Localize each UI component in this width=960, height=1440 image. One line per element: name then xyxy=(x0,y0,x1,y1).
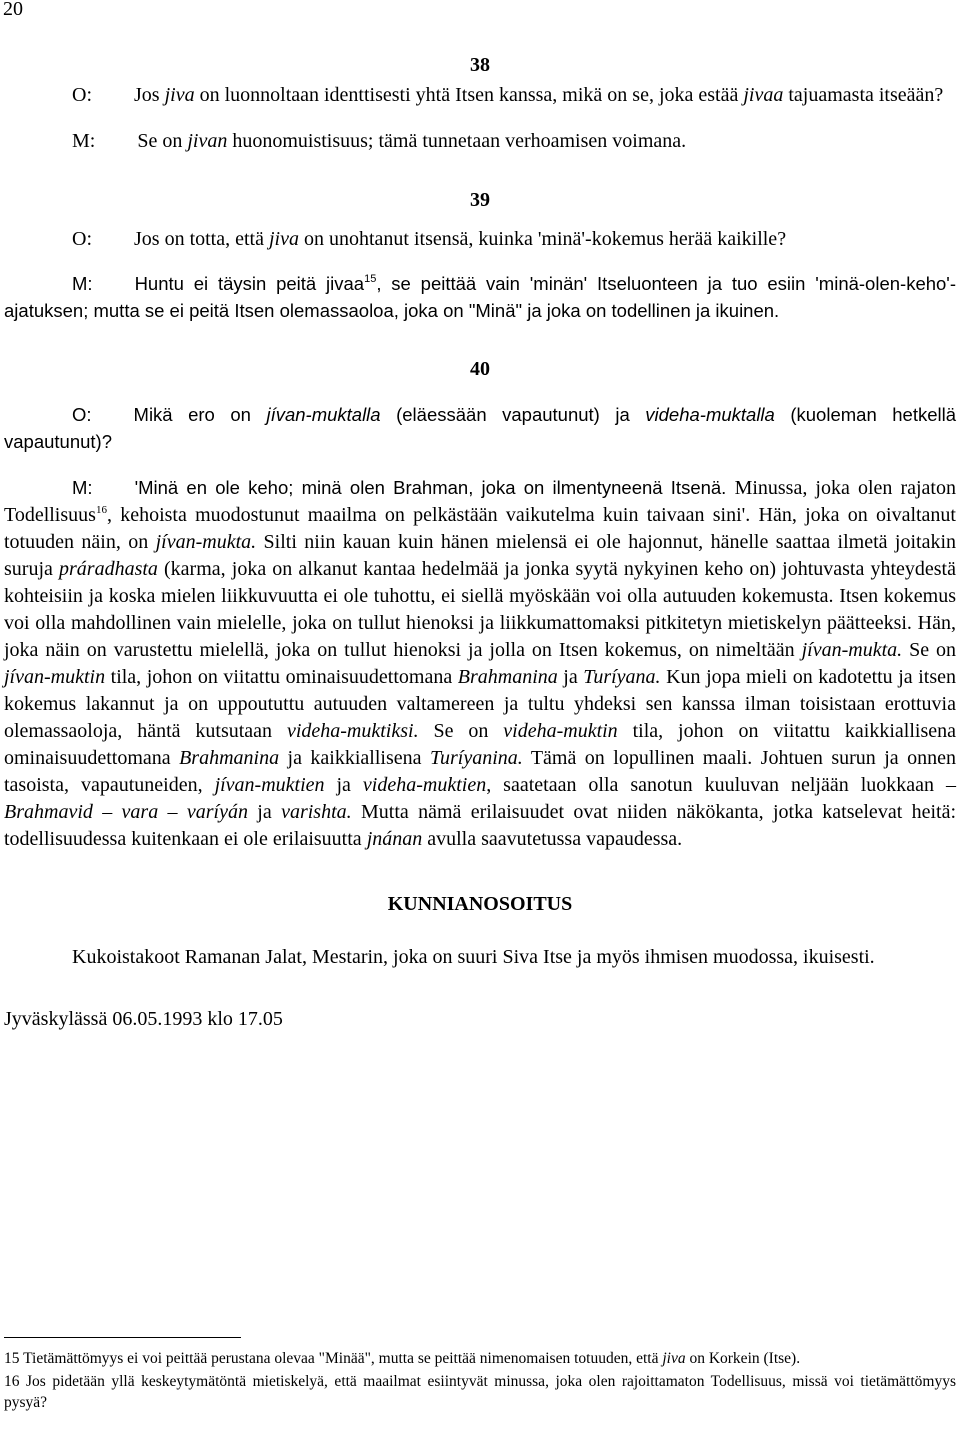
page-number: 20 xyxy=(3,0,23,20)
answer-40: M: 'Minä en ole keho; minä olen Brahman, joka on ilmentyneenä Itsenä. Minussa, joka olen rajaton Todellisuus$^{16}$, kehoista muodostunut maailma on pelkästään vaikutelma kuin taivaan sini'. Hän, joka on oivaltanut totuuden näin, on jívan-mukta. Silti niin kauan kuin hänen mielensä ei ole hajonnut, hänelle saattaa ilmetä joitakin suruja práradhasta (karma, joka on alkanut kantaa hedelmää ja jonka syytä nykyinen keho on) johtuvasta yhteydestä kohteisiin ja koska mielen liikkuvuutta ei ole tuhottu, ei siellä myöskään voi olla autuuden kokemusta. Itsen kokemus voi olla mahdollinen vain mielelle, joka on tullut hienoksi ja liikkumattomaksi pitkitetyn mietiskelyn päätteeksi. Hän, joka näin on varustettu mielellä, joka on tullut hienoksi ja jolla on Itsen kokemus, on nimeltään jívan-mukta. Se on jívan-muktin tila, johon on viitattu ominaisuudettomana Brahmanina ja Turíyana. Kun jopa mieli on kadotettu ja itsen kokemus lakannut ja on uppoututtu autuuden valtamereen ja tultu yhdeksi sen kanssa ilman toisistaan erottuvia olemassaoloja, häntä kutsutaan videha-muktiksi. Se on videha-muktin tila, johon on viitattu kaikkiallisena ominaisuudettomana Brahmanina ja kaikkiallisena Turíyanina. Tämä on lopullinen maali. Johtuen surun ja onnen tasoista, vapautuneiden, jívan-muktien ja videha-muktien, saatetaan olla sanotun kuuluvan neljään luokkaan – Brahmavid – vara – varíyán ja varishta. Mutta nämä erilaisuudet ovat niiden näkökanta, jotka katselevat heitä: todellisuudessa kuitenkaan ei ole erilaisuutta jnánan avulla saavutetussa vapaudessa. xyxy=(4,476,957,850)
question-40: O: Mikä ero on jívan-muktalla (eläessään vapautunut) ja videha-muktalla (kuoleman hetkellä vapautunut)? xyxy=(4,403,957,453)
main-content xyxy=(4,52,956,1033)
dedication-heading: KUNNIANOSOITUS xyxy=(387,892,573,915)
answer-39: M: Huntu ei täysin peitä jivaa$^{15}$, se peittää vain 'minän' Itseluonteen ja tuo esiin 'minä-olen-keho'-ajatuksen; mutta se ei peitä Itsen olemassaoloa, joka on "Minä" ja joka on todellinen ja ikuinen. xyxy=(4,273,956,322)
section-number-38: 38 xyxy=(470,54,490,76)
footnotes xyxy=(4,1348,956,1413)
dedication-signoff: Jyväskylässä 06.05.1993 klo 17.05 xyxy=(4,1007,283,1030)
answer-38: M: Se on jivan huonomuistisuus; tämä tunnetaan verhoamisen voimana. xyxy=(72,130,687,152)
section-number-40: 40 xyxy=(470,357,490,380)
footnote-16: 16 Jos pidetään yllä keskeytymätöntä mietiskelyä, että maailmat esiintyvät minussa, joka olen rajoittamaton Todellisuus, missä voi tietämättömyys pysyä? xyxy=(4,1373,956,1411)
question-38: O: Jos jiva on luonnoltaan identtisesti yhtä Itsen kanssa, mikä on se, joka estää jivaa tajuamasta itseään? xyxy=(72,84,944,106)
dedication-text: Kukoistakoot Ramanan Jalat, Mestarin, joka on suuri Siva Itse ja myös ihmisen muodossa, ikuisesti. xyxy=(72,945,875,968)
section-number-39: 39 xyxy=(470,189,490,211)
question-39: O: Jos on totta, että jiva on unohtanut itsensä, kuinka 'minä'-kokemus herää kaikille? xyxy=(72,228,787,250)
footnote-15: 15 Tietämättömyys ei voi peittää perustana olevaa "Minää", mutta se peittää nimenomaisen totuuden, että jiva on Korkein (Itse). xyxy=(4,1350,801,1367)
footnote-separator xyxy=(4,1337,241,1338)
